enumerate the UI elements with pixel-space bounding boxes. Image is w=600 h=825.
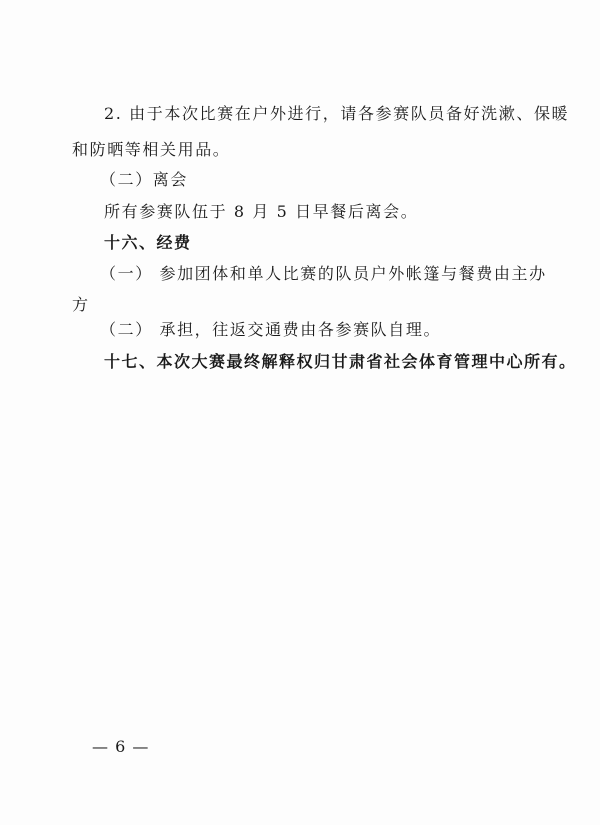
page-number: — 6 — (92, 737, 150, 756)
paragraph-item-2-continuation: 和防晒等相关用品。 (72, 140, 231, 159)
paragraph-item-2: 2. 由于本次比赛在户外进行，请各参赛队员备好洗漱、保暖 (104, 104, 570, 123)
paragraph-departure: 所有参赛队伍于 8 月 5 日早餐后离会。 (104, 202, 419, 221)
subheading-departure: （二）离会 (100, 170, 189, 189)
section-heading-interpretation: 十七、本次大赛最终解释权归甘肃省社会体育管理中心所有。 (104, 352, 577, 371)
paragraph-expenses-1: （一） 参加团体和单人比赛的队员户外帐篷与餐费由主办 (100, 264, 547, 283)
paragraph-expenses-1-continuation: 方 (72, 295, 90, 314)
section-heading-expenses: 十六、经费 (104, 233, 192, 252)
paragraph-expenses-2: （二） 承担，往返交通费由各参赛队自理。 (100, 320, 442, 339)
